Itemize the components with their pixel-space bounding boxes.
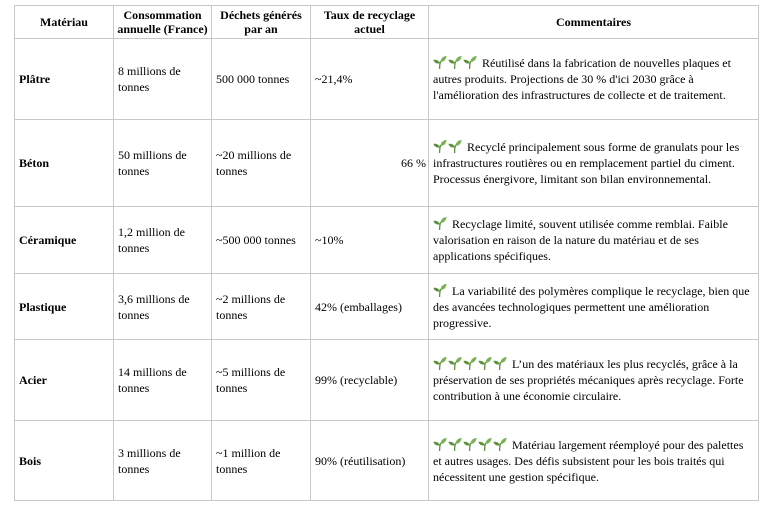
comments-cell: [429, 39, 759, 120]
waste-cell: ~20 millions de tonnes: [212, 120, 311, 207]
recycling-rate-cell: ~21,4%: [311, 39, 429, 120]
sprout-rating: [433, 438, 508, 452]
material-cell: Plâtre: [15, 39, 114, 120]
material-cell: Céramique: [15, 207, 114, 274]
sprout-icon: [448, 139, 462, 153]
material-cell: Béton: [15, 120, 114, 207]
table-row: [15, 207, 759, 274]
sprout-icon: [463, 356, 477, 370]
header-comments: Commentaires: [429, 6, 759, 39]
sprout-icon: [478, 437, 492, 451]
header-recycling-rate: Taux de recyclage actuel: [311, 6, 429, 39]
waste-cell: ~500 000 tonnes: [212, 207, 311, 274]
table-row: [15, 340, 759, 421]
sprout-icon: [478, 356, 492, 370]
sprout-rating: [433, 140, 463, 154]
materials-table: [14, 5, 759, 501]
consumption-cell: 50 millions de tonnes: [114, 120, 212, 207]
table-row: [15, 39, 759, 120]
recycling-rate-cell: 99% (recyclable): [311, 340, 429, 421]
waste-cell: ~2 millions de tonnes: [212, 274, 311, 340]
header-consumption: Consommation annuelle (France): [114, 6, 212, 39]
waste-cell: 500 000 tonnes: [212, 39, 311, 120]
sprout-icon: [448, 55, 462, 69]
sprout-icon: [433, 139, 447, 153]
comments-cell: [429, 340, 759, 421]
sprout-rating: [433, 357, 508, 371]
header-material: Matériau: [15, 6, 114, 39]
comment-text: Recyclage limité, souvent utilisée comme remblai. Faible valorisation en raison de la nature du matériau et de ses applications spécifiques.: [433, 217, 728, 263]
waste-cell: ~5 millions de tonnes: [212, 340, 311, 421]
comment-text: L’un des matériaux les plus recyclés, grâce à la préservation de ses propriétés mécaniques après recyclage. Forte contribution à une économie circulaire.: [433, 357, 744, 403]
recycling-rate-cell: ~10%: [311, 207, 429, 274]
sprout-icon: [493, 356, 507, 370]
table-row: [15, 274, 759, 340]
sprout-icon: [433, 437, 447, 451]
comment-text: Matériau largement réemployé pour des palettes et autres usages. Des défis subsistent pour les bois traités qui nécessitent une gestion spécifique.: [433, 437, 744, 484]
consumption-cell: 3 millions de tonnes: [114, 421, 212, 501]
sprout-icon: [433, 283, 447, 297]
material-cell: Acier: [15, 340, 114, 421]
sprout-icon: [433, 55, 447, 69]
sprout-icon: [493, 437, 507, 451]
material-cell: Plastique: [15, 274, 114, 340]
material-cell: Bois: [15, 421, 114, 501]
sprout-rating: [433, 56, 478, 70]
recycling-rate-cell: 42% (emballages): [311, 274, 429, 340]
table-header-row: [15, 6, 759, 39]
consumption-cell: 14 millions de tonnes: [114, 340, 212, 421]
table-row: [15, 421, 759, 501]
comment-text: Réutilisé dans la fabrication de nouvelles plaques et autres produits. Projections de 30 % d'ici 2030 grâce à l'amélioration des infrastructures de collecte et de traitement.: [433, 56, 731, 102]
sprout-icon: [448, 437, 462, 451]
sprout-icon: [463, 55, 477, 69]
comments-cell: [429, 120, 759, 207]
recycling-rate-cell: 90% (réutilisation): [311, 421, 429, 501]
sprout-icon: [463, 437, 477, 451]
consumption-cell: 1,2 million de tonnes: [114, 207, 212, 274]
sprout-icon: [433, 216, 447, 230]
table-row: [15, 120, 759, 207]
header-waste: Déchets générés par an: [212, 6, 311, 39]
comments-cell: [429, 207, 759, 274]
sprout-rating: [433, 217, 448, 231]
sprout-rating: [433, 284, 448, 298]
sprout-icon: [448, 356, 462, 370]
comments-cell: [429, 421, 759, 501]
waste-cell: ~1 million de tonnes: [212, 421, 311, 501]
consumption-cell: 3,6 millions de tonnes: [114, 274, 212, 340]
recycling-rate-cell: 66 %: [311, 120, 429, 207]
comment-text: La variabilité des polymères complique le recyclage, bien que des avancées technologiques permettent une amélioration progressive.: [433, 283, 750, 330]
comments-cell: [429, 274, 759, 340]
comment-text: Recyclé principalement sous forme de granulats pour les infrastructures routières ou en remplacement partiel du ciment. Processus énergivore, limitant son bilan environnemental.: [433, 140, 740, 186]
consumption-cell: 8 millions de tonnes: [114, 39, 212, 120]
sprout-icon: [433, 356, 447, 370]
